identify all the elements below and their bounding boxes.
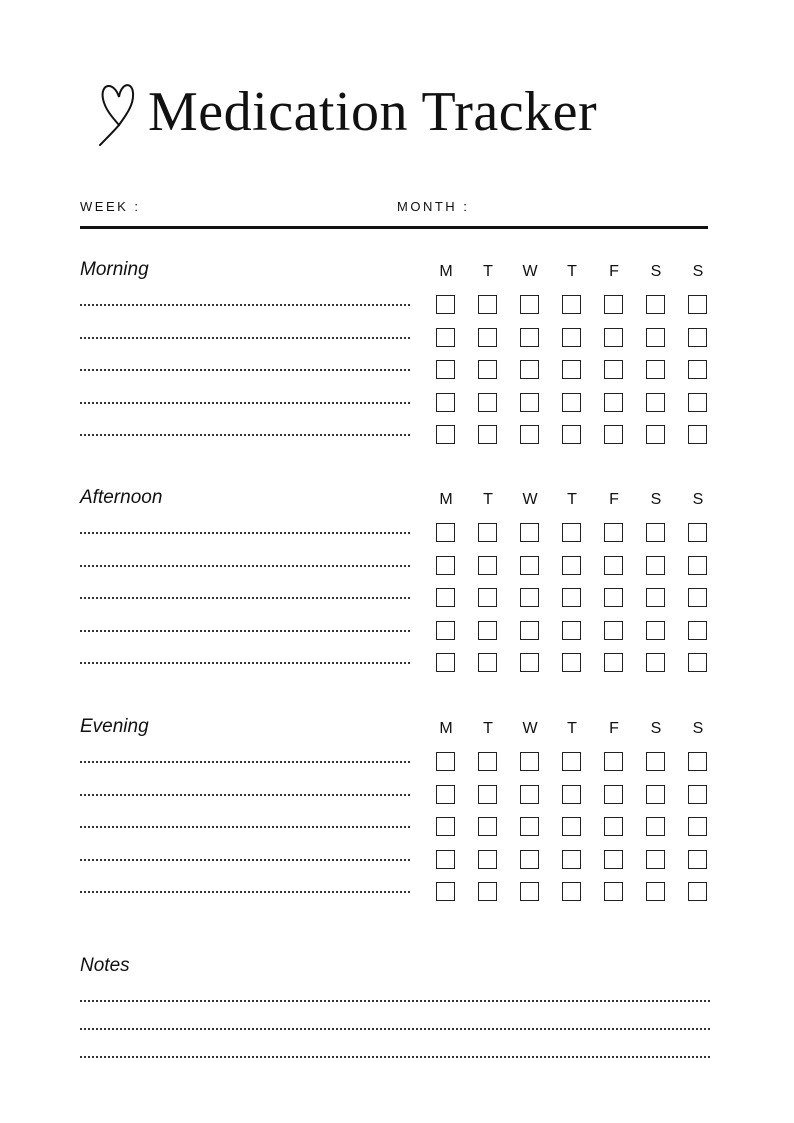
day-checkbox[interactable] — [688, 653, 707, 672]
medication-entry-line[interactable] — [80, 794, 410, 796]
day-checkbox[interactable] — [436, 295, 455, 314]
day-checkbox[interactable] — [646, 556, 665, 575]
day-checkbox[interactable] — [478, 425, 497, 444]
day-checkbox[interactable] — [562, 556, 581, 575]
day-checkbox[interactable] — [520, 882, 539, 901]
day-checkbox[interactable] — [604, 393, 623, 412]
header-divider — [80, 226, 708, 229]
day-checkbox[interactable] — [562, 882, 581, 901]
day-label: F — [609, 491, 619, 508]
day-checkbox[interactable] — [478, 785, 497, 804]
section-morning — [80, 259, 708, 459]
medication-entry-line[interactable] — [80, 434, 410, 436]
medication-entry-line[interactable] — [80, 891, 410, 893]
medication-entry-line[interactable] — [80, 402, 410, 404]
day-checkbox[interactable] — [646, 425, 665, 444]
day-checkbox[interactable] — [436, 850, 455, 869]
day-checkbox[interactable] — [604, 425, 623, 444]
day-checkbox[interactable] — [646, 882, 665, 901]
day-checkbox[interactable] — [520, 752, 539, 771]
day-checkbox[interactable] — [436, 328, 455, 347]
day-checkbox[interactable] — [478, 653, 497, 672]
day-checkbox[interactable] — [604, 850, 623, 869]
day-checkbox[interactable] — [520, 785, 539, 804]
page-title: Medication Tracker — [148, 81, 598, 143]
medication-entry-line[interactable] — [80, 597, 410, 599]
medication-entry-line[interactable] — [80, 337, 410, 339]
day-checkbox[interactable] — [604, 817, 623, 836]
day-checkbox[interactable] — [688, 295, 707, 314]
day-checkbox[interactable] — [646, 328, 665, 347]
day-label: T — [483, 263, 493, 280]
day-checkbox[interactable] — [646, 653, 665, 672]
day-checkbox[interactable] — [646, 785, 665, 804]
day-header-row — [80, 720, 704, 740]
day-checkbox[interactable] — [604, 295, 623, 314]
day-checkbox[interactable] — [520, 621, 539, 640]
notes-line[interactable] — [80, 1028, 710, 1030]
day-checkbox[interactable] — [688, 393, 707, 412]
day-checkbox[interactable] — [562, 295, 581, 314]
medication-entry-line[interactable] — [80, 630, 410, 632]
day-checkbox[interactable] — [562, 653, 581, 672]
day-checkbox[interactable] — [436, 425, 455, 444]
day-checkbox[interactable] — [646, 393, 665, 412]
day-checkbox[interactable] — [562, 621, 581, 640]
day-checkbox[interactable] — [520, 556, 539, 575]
month-label: MONTH : — [397, 199, 470, 214]
day-label: S — [692, 491, 704, 508]
day-label: T — [567, 720, 577, 737]
day-label: T — [483, 491, 493, 508]
day-checkbox[interactable] — [520, 817, 539, 836]
day-checkbox[interactable] — [478, 393, 497, 412]
day-checkbox[interactable] — [604, 621, 623, 640]
day-checkbox[interactable] — [436, 588, 455, 607]
day-label: M — [439, 720, 453, 737]
day-checkbox[interactable] — [646, 817, 665, 836]
day-label: W — [522, 720, 538, 737]
day-checkbox[interactable] — [436, 360, 455, 379]
day-label: S — [650, 491, 662, 508]
day-checkbox[interactable] — [436, 653, 455, 672]
day-checkbox[interactable] — [520, 425, 539, 444]
day-checkbox[interactable] — [604, 588, 623, 607]
day-checkbox[interactable] — [478, 882, 497, 901]
day-checkbox[interactable] — [562, 850, 581, 869]
day-checkbox[interactable] — [520, 653, 539, 672]
day-checkbox[interactable] — [646, 295, 665, 314]
day-checkbox[interactable] — [436, 817, 455, 836]
week-label: WEEK : — [80, 199, 141, 214]
heart-icon — [96, 75, 142, 149]
day-checkbox[interactable] — [478, 295, 497, 314]
day-checkbox[interactable] — [520, 850, 539, 869]
day-checkbox[interactable] — [562, 817, 581, 836]
day-checkbox[interactable] — [436, 393, 455, 412]
day-label: W — [522, 491, 538, 508]
medication-entry-line[interactable] — [80, 304, 410, 306]
notes-title: Notes — [80, 955, 130, 976]
day-checkbox[interactable] — [604, 785, 623, 804]
day-checkbox[interactable] — [436, 556, 455, 575]
day-checkbox[interactable] — [562, 425, 581, 444]
day-label: S — [692, 263, 704, 280]
day-checkbox[interactable] — [604, 653, 623, 672]
day-checkbox[interactable] — [604, 752, 623, 771]
day-checkbox[interactable] — [646, 523, 665, 542]
day-checkbox[interactable] — [520, 523, 539, 542]
day-label: M — [439, 491, 453, 508]
day-checkbox[interactable] — [646, 621, 665, 640]
day-label: M — [439, 263, 453, 280]
day-checkbox[interactable] — [604, 882, 623, 901]
day-checkbox[interactable] — [688, 850, 707, 869]
day-checkbox[interactable] — [478, 328, 497, 347]
day-checkbox[interactable] — [688, 360, 707, 379]
day-checkbox[interactable] — [562, 752, 581, 771]
day-checkbox[interactable] — [478, 523, 497, 542]
day-checkbox[interactable] — [436, 752, 455, 771]
day-label: S — [650, 263, 662, 280]
day-checkbox[interactable] — [562, 328, 581, 347]
day-label: W — [522, 263, 538, 280]
day-checkbox[interactable] — [478, 588, 497, 607]
day-checkbox[interactable] — [688, 425, 707, 444]
day-checkbox[interactable] — [688, 752, 707, 771]
day-checkbox[interactable] — [436, 882, 455, 901]
section-title: Morning — [80, 259, 149, 280]
day-checkbox[interactable] — [604, 328, 623, 347]
section-evening — [80, 716, 708, 916]
day-checkbox[interactable] — [520, 393, 539, 412]
day-checkbox[interactable] — [646, 850, 665, 869]
day-checkbox[interactable] — [478, 850, 497, 869]
day-checkbox[interactable] — [436, 785, 455, 804]
day-checkbox[interactable] — [562, 393, 581, 412]
day-checkbox[interactable] — [646, 360, 665, 379]
day-checkbox[interactable] — [646, 588, 665, 607]
day-label: S — [692, 720, 704, 737]
day-checkbox[interactable] — [688, 621, 707, 640]
day-checkbox[interactable] — [436, 621, 455, 640]
day-checkbox[interactable] — [604, 360, 623, 379]
medication-entry-line[interactable] — [80, 859, 410, 861]
day-checkbox[interactable] — [688, 882, 707, 901]
day-checkbox[interactable] — [562, 785, 581, 804]
medication-entry-line[interactable] — [80, 662, 410, 664]
day-checkbox[interactable] — [604, 523, 623, 542]
day-checkbox[interactable] — [520, 295, 539, 314]
title-block — [96, 72, 597, 152]
day-checkbox[interactable] — [688, 556, 707, 575]
day-checkbox[interactable] — [688, 785, 707, 804]
day-label: F — [609, 720, 619, 737]
day-label: F — [609, 263, 619, 280]
day-checkbox[interactable] — [562, 588, 581, 607]
day-checkbox[interactable] — [562, 360, 581, 379]
day-label: S — [650, 720, 662, 737]
day-checkbox[interactable] — [520, 328, 539, 347]
day-checkbox[interactable] — [478, 752, 497, 771]
notes-line[interactable] — [80, 1000, 710, 1002]
day-checkbox[interactable] — [478, 360, 497, 379]
day-checkbox[interactable] — [562, 523, 581, 542]
day-checkbox[interactable] — [604, 556, 623, 575]
day-checkbox[interactable] — [646, 752, 665, 771]
day-header-row — [80, 263, 704, 283]
medication-entry-line[interactable] — [80, 826, 410, 828]
medication-entry-line[interactable] — [80, 532, 410, 534]
day-checkbox[interactable] — [436, 523, 455, 542]
day-checkbox[interactable] — [520, 588, 539, 607]
medication-entry-line[interactable] — [80, 761, 410, 763]
day-checkbox[interactable] — [688, 523, 707, 542]
section-title: Evening — [80, 716, 149, 737]
notes-line[interactable] — [80, 1056, 710, 1058]
day-label: T — [483, 720, 493, 737]
day-label: T — [567, 491, 577, 508]
day-checkbox[interactable] — [478, 556, 497, 575]
day-header-row — [80, 491, 704, 511]
day-checkbox[interactable] — [688, 817, 707, 836]
day-checkbox[interactable] — [688, 588, 707, 607]
day-checkbox[interactable] — [520, 360, 539, 379]
section-afternoon — [80, 487, 708, 687]
day-checkbox[interactable] — [688, 328, 707, 347]
medication-entry-line[interactable] — [80, 369, 410, 371]
section-title: Afternoon — [80, 487, 163, 508]
day-checkbox[interactable] — [478, 621, 497, 640]
day-checkbox[interactable] — [478, 817, 497, 836]
day-label: T — [567, 263, 577, 280]
medication-entry-line[interactable] — [80, 565, 410, 567]
